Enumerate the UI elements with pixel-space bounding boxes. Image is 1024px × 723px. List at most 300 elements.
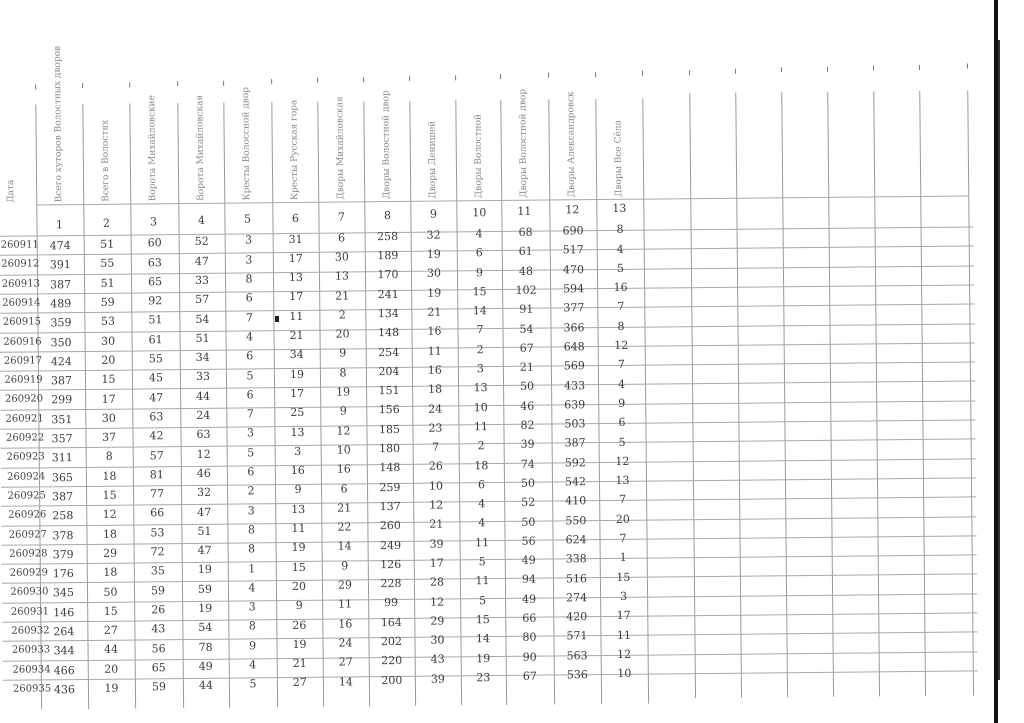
table-cell: 50 <box>520 380 535 394</box>
table-cell: 387 <box>50 374 73 388</box>
table-cell: 20 <box>104 662 119 676</box>
grid-tick <box>735 69 736 74</box>
table-cell: 9 <box>341 559 349 573</box>
table-cell: 639 <box>564 397 586 412</box>
table-cell: 365 <box>51 470 73 484</box>
table-cell: 24 <box>338 636 353 650</box>
table-cell: 6 <box>618 415 626 430</box>
row-id: 260921 <box>5 413 44 425</box>
table-cell: 200 <box>381 673 403 687</box>
table-cell: 19 <box>426 247 441 261</box>
table-cell: 21 <box>519 360 534 374</box>
table-cell: 7 <box>476 323 484 337</box>
table-cell: 67 <box>519 341 534 355</box>
table-cell: 26 <box>428 459 443 474</box>
table-cell: 21 <box>429 517 444 531</box>
table-cell: 470 <box>562 262 585 277</box>
column-number: 9 <box>429 207 437 221</box>
grid-tick <box>129 82 130 87</box>
table-cell: 3 <box>247 503 255 518</box>
table-cell: 378 <box>52 528 74 542</box>
table-cell: 7 <box>619 493 627 507</box>
table-cell: 15 <box>102 488 117 502</box>
table-cell: 63 <box>147 255 162 269</box>
table-cell: 185 <box>378 422 401 436</box>
grid-tick <box>967 63 968 68</box>
table-cell: 51 <box>197 524 212 538</box>
table-cell: 351 <box>51 412 73 426</box>
table-cell: 4 <box>616 242 624 256</box>
table-cell: 29 <box>337 578 353 592</box>
column-number: 2 <box>102 216 111 230</box>
table-cell: 6 <box>246 349 254 363</box>
table-cell: 7 <box>619 531 627 545</box>
table-cell: 68 <box>518 225 533 239</box>
table-cell: 5 <box>616 261 624 275</box>
table-cell: 4 <box>617 377 626 391</box>
grid-vline <box>223 103 230 708</box>
ink-mark <box>275 316 279 322</box>
table-cell: 34 <box>289 348 304 362</box>
column-number: 12 <box>565 203 580 217</box>
column-number: 4 <box>197 214 206 228</box>
table-cell: 50 <box>103 585 118 599</box>
table-cell: 30 <box>101 334 116 348</box>
table-cell: 690 <box>562 224 584 238</box>
table-cell: 14 <box>338 674 353 689</box>
row-id: 260933 <box>11 644 51 656</box>
table-cell: 9 <box>339 404 347 418</box>
table-cell: 134 <box>377 306 399 321</box>
column-header: Дворы Денишей <box>427 120 439 199</box>
table-cell: 15 <box>472 284 487 299</box>
table-cell: 16 <box>427 324 442 338</box>
grid-vline <box>873 91 880 696</box>
table-cell: 99 <box>384 596 399 610</box>
table-cell: 14 <box>475 632 491 646</box>
table-cell: 42 <box>149 429 164 443</box>
table-cell: 51 <box>100 276 115 290</box>
table-cell: 387 <box>49 277 72 291</box>
table-cell: 51 <box>148 313 163 327</box>
table-cell: 63 <box>149 410 164 424</box>
table-cell: 5 <box>246 368 254 382</box>
table-cell: 16 <box>338 617 353 631</box>
table-cell: 258 <box>52 509 74 523</box>
table-cell: 66 <box>150 506 165 520</box>
table-cell: 59 <box>197 582 213 596</box>
table-cell: 81 <box>149 468 164 482</box>
table-cell: 2 <box>477 439 485 453</box>
row-id: 260922 <box>5 432 45 444</box>
table-cell: 15 <box>103 604 118 618</box>
table-cell: 594 <box>563 282 585 296</box>
table-cell: 12 <box>336 424 351 438</box>
table-cell: 264 <box>53 625 75 639</box>
table-cell: 12 <box>430 595 445 609</box>
grid-tick <box>548 73 549 78</box>
column-number: 13 <box>612 201 627 216</box>
table-cell: 57 <box>149 448 164 462</box>
table-cell: 19 <box>198 601 213 615</box>
table-cell: 6 <box>247 465 255 479</box>
column-header: Всего в Волостях <box>100 119 112 202</box>
column-header: Кресты Русская гора <box>289 99 301 201</box>
table-cell: 72 <box>150 545 165 559</box>
table-cell: 3 <box>476 362 484 376</box>
grid-tick <box>363 77 364 82</box>
grid-vline <box>177 103 184 708</box>
table-cell: 46 <box>196 466 211 480</box>
column-header: Дата <box>6 179 17 203</box>
table-cell: 29 <box>430 614 445 628</box>
column-number: 11 <box>517 204 532 218</box>
table-cell: 11 <box>475 574 490 588</box>
table-cell: 274 <box>566 590 588 605</box>
column-header: Кресты Волоссной двор <box>241 86 253 201</box>
table-cell: 8 <box>105 450 113 464</box>
grid-tick <box>500 74 501 79</box>
table-cell: 176 <box>52 567 74 581</box>
binder-shadow <box>998 40 1000 680</box>
table-cell: 21 <box>292 656 307 671</box>
table-cell: 30 <box>101 411 116 425</box>
table-cell: 6 <box>477 477 486 492</box>
table-cell: 10 <box>336 443 351 457</box>
table-cell: 46 <box>520 399 535 413</box>
table-cell: 18 <box>474 458 489 472</box>
table-cell: 17 <box>429 556 444 570</box>
table-cell: 550 <box>565 513 587 527</box>
table-cell: 7 <box>617 358 625 372</box>
table-cell: 12 <box>617 647 632 661</box>
row-id: 260929 <box>9 567 49 579</box>
table-cell: 17 <box>288 251 303 265</box>
table-cell: 503 <box>564 417 586 431</box>
table-cell: 15 <box>101 372 116 387</box>
table-cell: 151 <box>378 384 400 398</box>
table-cell: 19 <box>476 651 491 665</box>
grid-tick <box>919 65 920 70</box>
row-id: 260930 <box>10 586 49 599</box>
table-cell: 592 <box>564 455 586 470</box>
table-cell: 16 <box>336 462 351 476</box>
table-cell: 20 <box>291 579 307 593</box>
grid-tick <box>642 71 643 76</box>
table-cell: 54 <box>198 621 213 635</box>
table-cell: 17 <box>616 608 631 623</box>
table-cell: 102 <box>515 283 537 297</box>
table-cell: 47 <box>194 254 209 268</box>
table-cell: 9 <box>295 599 303 613</box>
table-cell: 9 <box>339 346 347 360</box>
table-cell: 14 <box>472 304 487 318</box>
table-cell: 8 <box>617 319 625 333</box>
table-cell: 12 <box>615 454 630 468</box>
table-cell: 19 <box>104 681 119 695</box>
table-cell: 170 <box>377 268 399 282</box>
table-cell: 1 <box>248 561 256 575</box>
table-cell: 311 <box>51 451 73 465</box>
table-cell: 5 <box>247 446 255 460</box>
table-cell: 8 <box>245 272 253 286</box>
table-cell: 228 <box>380 577 402 591</box>
table-cell: 563 <box>566 648 588 663</box>
table-cell: 74 <box>520 457 535 471</box>
table-cell: 4 <box>478 516 486 530</box>
table-cell: 17 <box>101 392 116 406</box>
table-cell: 16 <box>613 280 628 294</box>
table-cell: 9 <box>475 265 484 279</box>
table-cell: 27 <box>292 676 307 690</box>
table-cell: 90 <box>522 650 537 664</box>
column-header: Ворота Михайловские <box>147 95 159 202</box>
column-number: 1 <box>55 218 64 232</box>
table-cell: 249 <box>380 538 402 552</box>
table-cell: 436 <box>53 682 76 697</box>
table-cell: 20 <box>101 353 116 367</box>
table-cell: 49 <box>522 592 537 606</box>
table-cell: 33 <box>195 370 211 384</box>
row-id: 260935 <box>12 683 52 695</box>
table-cell: 357 <box>51 432 73 446</box>
table-cell: 4 <box>478 497 486 511</box>
table-cell: 27 <box>338 655 353 669</box>
table-cell: 24 <box>196 408 211 422</box>
table-cell: 350 <box>50 335 72 349</box>
table-cell: 16 <box>290 463 305 478</box>
grid-vline <box>967 90 974 695</box>
table-cell: 50 <box>520 476 536 490</box>
table-cell: 8 <box>248 542 256 556</box>
table-cell: 44 <box>196 389 211 403</box>
table-cell: 571 <box>566 629 588 643</box>
table-cell: 204 <box>378 364 400 378</box>
table-cell: 47 <box>197 543 212 558</box>
table-cell: 44 <box>198 678 213 693</box>
table-cell: 34 <box>195 350 210 365</box>
table-cell: 51 <box>195 331 210 345</box>
table-cell: 7 <box>432 440 440 454</box>
column-number: 7 <box>337 210 345 224</box>
column-headers <box>0 0 1020 203</box>
row-id: 260913 <box>1 278 40 290</box>
grid-tick <box>689 70 690 75</box>
table-cell: 254 <box>378 345 400 359</box>
table-cell: 60 <box>147 236 162 250</box>
grid-tick <box>827 67 828 72</box>
table-cell: 1 <box>619 551 627 565</box>
table-cell: 13 <box>291 502 306 516</box>
table-cell: 66 <box>522 611 537 625</box>
table-cell: 53 <box>100 314 115 329</box>
table-cell: 11 <box>338 597 353 611</box>
row-id: 260916 <box>3 335 42 348</box>
table-cell: 59 <box>100 295 115 309</box>
row-id: 260924 <box>7 470 46 483</box>
table-cell: 12 <box>614 338 629 352</box>
table-cell: 11 <box>474 535 490 549</box>
table-cell: 4 <box>475 227 483 241</box>
table-cell: 13 <box>473 381 488 395</box>
table-cell: 13 <box>290 425 305 439</box>
table-grid <box>0 0 1020 5</box>
row-id: 260917 <box>3 355 43 367</box>
table-cell: 14 <box>337 539 352 553</box>
table-cell: 220 <box>381 654 403 668</box>
grid-tick <box>873 66 874 71</box>
table-cell: 63 <box>196 428 211 442</box>
table-cell: 7 <box>246 407 254 421</box>
table-cell: 5 <box>478 555 486 569</box>
table-cell: 15 <box>475 612 490 627</box>
grid-vline <box>827 92 834 697</box>
table-cell: 13 <box>334 269 350 283</box>
table-cell: 202 <box>380 634 403 649</box>
table-cell: 180 <box>379 441 401 456</box>
table-cell: 23 <box>428 421 443 435</box>
table-cell: 92 <box>148 294 163 308</box>
grid-vline <box>919 91 926 696</box>
table-cell: 4 <box>248 581 256 595</box>
grid-tick <box>271 79 272 84</box>
table-cell: 39 <box>520 437 535 452</box>
column-header: Всего хуторов Волостных дворов <box>52 45 65 203</box>
table-cell: 4 <box>246 330 254 344</box>
table-cell: 516 <box>565 571 587 585</box>
table-cell: 56 <box>151 641 166 655</box>
table-cell: 5 <box>618 435 626 449</box>
row-id: 260915 <box>2 316 42 328</box>
table-cell: 648 <box>563 340 585 354</box>
row-id: 260932 <box>11 625 50 637</box>
table-cell: 624 <box>565 533 587 547</box>
table-cell: 424 <box>50 354 72 369</box>
table-cell: 6 <box>338 231 346 245</box>
table-cell: 82 <box>520 418 535 432</box>
table-cell: 49 <box>521 553 536 567</box>
table-cell: 7 <box>245 310 253 325</box>
row-id: 260931 <box>10 606 50 618</box>
table-cell: 10 <box>428 479 444 493</box>
row-id: 260912 <box>1 258 40 271</box>
table-cell: 377 <box>563 301 585 315</box>
table-cell: 21 <box>289 328 304 343</box>
table-cell: 19 <box>292 637 307 651</box>
table-cell: 4 <box>249 658 257 672</box>
table-cell: 9 <box>294 483 302 497</box>
table-cell: 21 <box>335 288 350 303</box>
table-cell: 19 <box>289 367 304 381</box>
column-number: 5 <box>243 212 252 226</box>
table-cell: 29 <box>103 546 118 560</box>
table-cell: 28 <box>429 575 445 589</box>
table-cell: 164 <box>380 615 402 629</box>
table-cell: 6 <box>340 481 348 496</box>
table-cell: 39 <box>430 672 445 686</box>
table-cell: 21 <box>427 305 442 319</box>
table-cell: 259 <box>379 480 401 494</box>
table-cell: 52 <box>521 495 536 509</box>
table-cell: 45 <box>148 371 164 385</box>
row-id: 260914 <box>2 297 41 309</box>
table-cell: 3 <box>245 233 253 247</box>
table-cell: 6 <box>246 388 254 402</box>
table-cell: 5 <box>249 677 257 691</box>
table-cell: 11 <box>289 309 304 323</box>
row-id: 260927 <box>8 528 47 541</box>
grid-tick <box>177 81 178 86</box>
table-cell: 44 <box>104 643 119 657</box>
table-cell: 9 <box>248 639 257 653</box>
table-cell: 391 <box>49 258 71 272</box>
table-cell: 542 <box>564 475 587 489</box>
grid-tick <box>781 68 782 73</box>
table-cell: 6 <box>245 291 253 305</box>
table-cell: 31 <box>288 232 303 246</box>
table-cell: 10 <box>473 400 488 414</box>
row-id: 260920 <box>4 393 44 406</box>
table-cell: 18 <box>103 565 118 580</box>
table-cell: 146 <box>53 605 75 619</box>
table-cell: 26 <box>151 603 166 617</box>
table-cell: 39 <box>429 537 444 551</box>
table-cell: 11 <box>616 628 632 642</box>
table-cell: 410 <box>565 494 587 508</box>
table-cell: 22 <box>337 520 352 534</box>
table-cell: 55 <box>100 257 115 271</box>
table-cell: 3 <box>294 444 302 458</box>
table-cell: 52 <box>194 235 209 249</box>
row-id: 260911 <box>0 239 39 251</box>
table-cell: 299 <box>51 393 73 407</box>
column-number: 8 <box>383 208 391 222</box>
table-cell: 2 <box>476 342 484 356</box>
grid-tick <box>35 84 36 89</box>
table-cell: 30 <box>430 633 445 647</box>
table-cell: 61 <box>518 244 533 259</box>
grid-vline <box>689 93 696 698</box>
grid-tick <box>82 83 83 88</box>
row-id: 260925 <box>7 490 46 502</box>
grid-vline <box>735 93 742 698</box>
table-cell: 10 <box>617 666 632 680</box>
table-cell: 78 <box>198 640 213 654</box>
table-cell: 359 <box>50 316 72 330</box>
table-cell: 11 <box>291 521 306 536</box>
table-cell: 20 <box>335 327 350 341</box>
table-cell: 489 <box>50 297 72 311</box>
table-cell: 94 <box>521 573 536 587</box>
table-cell: 18 <box>102 469 117 483</box>
table-cell: 18 <box>102 527 118 541</box>
table-cell: 51 <box>100 237 115 251</box>
table-cell: 2 <box>247 484 255 498</box>
table-cell: 345 <box>52 586 75 600</box>
table-cell: 26 <box>292 618 307 632</box>
table-cell: 466 <box>53 663 75 677</box>
column-header: Ворота Михайловская <box>195 94 207 201</box>
table-cell: 65 <box>147 275 163 289</box>
table-cell: 18 <box>428 382 443 396</box>
table-cell: 569 <box>563 359 585 373</box>
table-cell: 3 <box>248 600 256 614</box>
table-cell: 137 <box>379 499 401 514</box>
table-cell: 11 <box>473 420 489 434</box>
row-id: 260926 <box>8 509 47 521</box>
table-cell: 9 <box>618 396 626 410</box>
table-cell: 32 <box>197 485 212 500</box>
